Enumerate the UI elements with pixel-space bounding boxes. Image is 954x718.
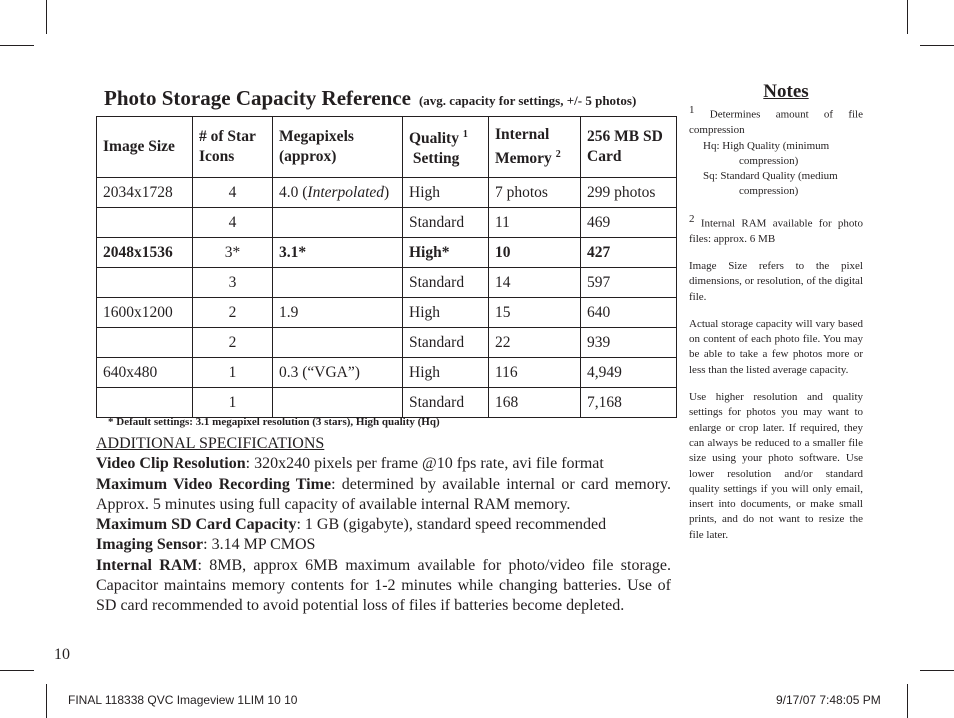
table-row-default: 2048x1536 3* 3.1* High* 10 427 xyxy=(97,238,677,268)
header-image-size: Image Size xyxy=(97,117,193,178)
table-row: 640x480 1 0.3 (“VGA”) High 116 4,949 xyxy=(97,358,677,388)
note-2: $^2$ Internal RAM available for photo files: approx. 6 MB xyxy=(689,212,863,245)
table-row: 4 Standard 11 469 xyxy=(97,208,677,238)
header-megapixels: Megapixels (approx) xyxy=(273,117,403,178)
table-title xyxy=(104,86,636,111)
spec-item: Video Clip Resolution: 320x240 pixels per frame @10 fps rate, avi file format xyxy=(96,455,604,473)
crop-mark xyxy=(0,670,34,671)
print-slug-right: 9/17/07 7:48:05 PM xyxy=(776,693,881,707)
crop-mark xyxy=(907,0,908,34)
notes-sidebar xyxy=(689,81,863,555)
note-image-size: Image Size refers to the pixel dimensions, or resolution, of the digital file. xyxy=(689,259,863,303)
crop-mark xyxy=(46,684,47,718)
table-row: 2034x1728 4 4.0 (Interpolated) High 7 photos 299 photos xyxy=(97,178,677,208)
page-number: 10 xyxy=(54,646,70,663)
table-row: 3 Standard 14 597 xyxy=(97,268,677,298)
title-subtitle: (avg. capacity for settings, +/- 5 photos) xyxy=(418,93,637,108)
notes-title: Notes xyxy=(763,81,809,102)
crop-mark xyxy=(46,0,47,34)
header-star-icons: # of Star Icons xyxy=(193,117,273,178)
table-footnote: * Default settings: 3.1 megapixel resolution (3 stars), High quality (Hq) xyxy=(108,416,440,428)
specs-heading: ADDITIONAL SPECIFICATIONS xyxy=(96,435,325,452)
crop-mark xyxy=(0,45,34,46)
table-row: 1 Standard 168 7,168 xyxy=(97,388,677,418)
header-internal-memory: Internal Memory $^2$ xyxy=(489,117,581,178)
note-resolution-advice: Use higher resolution and quality settings for photos you may want to enlarge or crop later. If required, they can always be reduced to a smaller file size using your photo software. Use lower resolution and/or standard quality settings if you will only email, insert into documents, or make small prints, and do not want to resize the file later. xyxy=(689,391,863,541)
table-row: 1600x1200 2 1.9 High 15 640 xyxy=(97,298,677,328)
header-sd-card: 256 MB SD Card xyxy=(581,117,677,178)
table-row: 2 Standard 22 939 xyxy=(97,328,677,358)
crop-mark xyxy=(920,670,954,671)
note-1: $^1$ Determines amount of file compression Hq: High Quality (minimum compression) Sq: Standard Quality (medium compression) xyxy=(689,104,863,198)
print-slug-left: FINAL 118338 QVC Imageview 1LIM 10 10 xyxy=(68,693,298,707)
spec-item: Maximum Video Recording Time: determined by available internal or card memory. Approx. 5 minutes using full capacity of available internal RAM memory. xyxy=(96,475,671,513)
spec-item: Imaging Sensor: 3.14 MP CMOS xyxy=(96,536,316,554)
additional-specifications xyxy=(96,434,671,617)
header-quality: Quality $^1$ Setting xyxy=(403,117,489,178)
table-header-row xyxy=(97,117,677,178)
crop-mark xyxy=(907,684,908,718)
crop-mark xyxy=(920,45,954,46)
capacity-table xyxy=(96,116,677,418)
title-main: Photo Storage Capacity Reference xyxy=(104,86,411,110)
spec-item: Internal RAM: 8MB, approx 6MB maximum available for photo/video file storage. Capacitor maintains memory contents for 1-2 minutes while changing batteries. Use of SD card recommended to avoid potential loss of files if batteries become depleted. xyxy=(96,556,671,615)
note-storage-capacity: Actual storage capacity will vary based on content of each photo file. You may be able to take a few photos more or less than the listed average capacity. xyxy=(689,317,863,376)
spec-item: Maximum SD Card Capacity: 1 GB (gigabyte), standard speed recommended xyxy=(96,516,607,534)
